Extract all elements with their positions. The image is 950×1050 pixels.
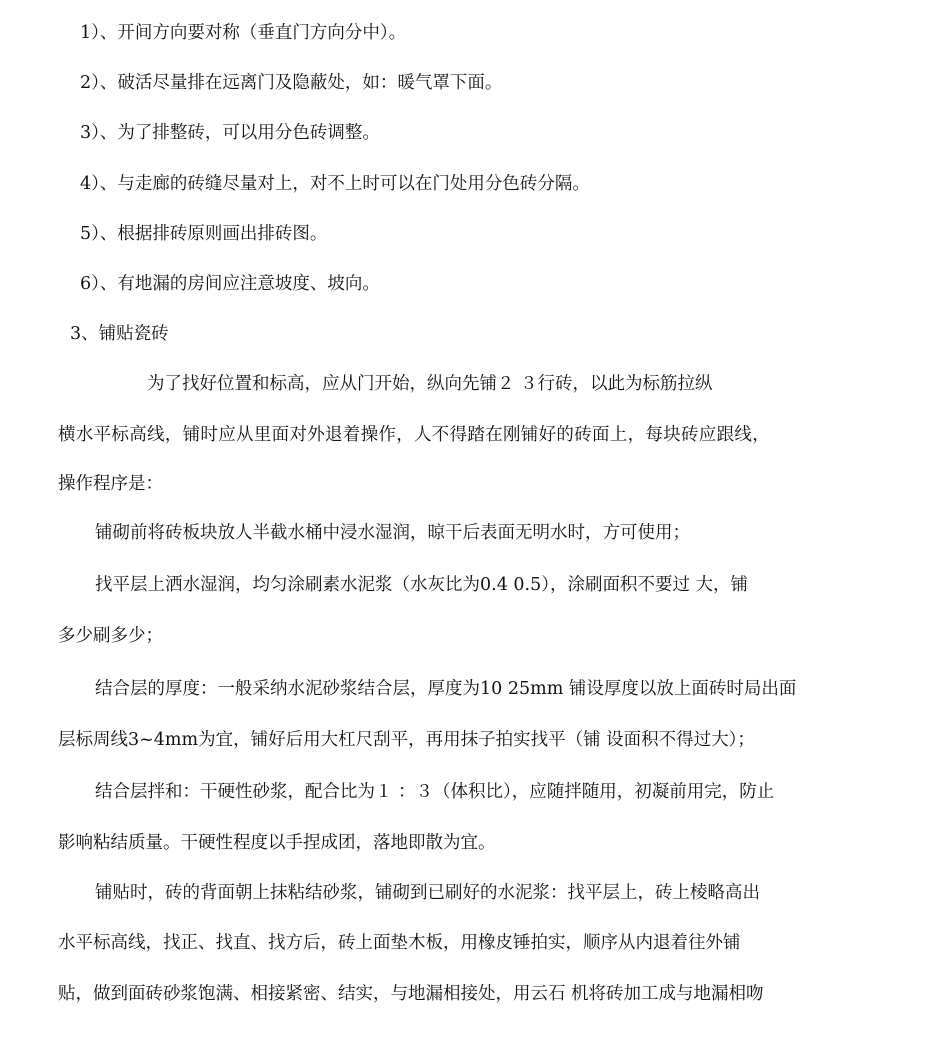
- paragraph-line: 多少刷多少；: [58, 626, 163, 646]
- paragraph-line: 找平层上洒水湿润，均匀涂刷素水泥浆（水灰比为0.4 0.5），涂刷面积不要过 大，铺: [95, 575, 749, 595]
- paragraph-line: 为了找好位置和标高，应从门开始，纵向先铺２ ３行砖，以此为标筋拉纵: [147, 374, 713, 394]
- paragraph-line: 影响粘结质量。干硬性程度以手捏成团，落地即散为宜。: [58, 833, 496, 853]
- list-item-6: 6）、有地漏的房间应注意坡度、坡向。: [80, 274, 380, 294]
- list-item-4: 4）、与走廊的砖缝尽量对上，对不上时可以在门处用分色砖分隔。: [80, 174, 590, 194]
- list-item-5: 5）、根据排砖原则画出排砖图。: [80, 224, 328, 244]
- paragraph-line: 铺砌前将砖板块放人半截水桶中浸水湿润，晾干后表面无明水时，方可使用；: [95, 523, 690, 543]
- paragraph-line: 水平标高线，找正、找直、找方后，砖上面垫木板，用橡皮锤拍实，顺序从内退着往外铺: [58, 933, 741, 953]
- paragraph-line: 结合层拌和：干硬性砂浆，配合比为１ ：３（体积比），应随拌随用，初凝前用完，防止: [95, 782, 775, 802]
- paragraph-line: 横水平标高线，铺时应从里面对外退着操作，人不得踏在刚铺好的砖面上，每块砖应跟线，: [58, 425, 770, 445]
- paragraph-line: 结合层的厚度：一般采纳水泥砂浆结合层，厚度为10 25mm 铺设厚度以放上面砖时局出面: [95, 679, 797, 699]
- section-heading: 3、铺贴瓷砖: [70, 324, 169, 344]
- paragraph-line: 层标周线3~4mm为宜，铺好后用大杠尺刮平，再用抹子拍实找平（铺 设面积不得过大）；: [58, 730, 755, 750]
- paragraph-line: 铺贴时，砖的背面朝上抹粘结砂浆，铺砌到已刷好的水泥浆：找平层上，砖上棱略高出: [95, 883, 760, 903]
- paragraph-line: 操作程序是：: [58, 474, 163, 494]
- list-item-2: 2）、破活尽量排在远离门及隐蔽处，如：暖气罩下面。: [80, 73, 503, 93]
- list-item-3: 3）、为了排整砖，可以用分色砖调整。: [80, 123, 380, 143]
- list-item-1: 1）、开间方向要对称（垂直门方向分中）。: [80, 23, 407, 43]
- paragraph-line: 贴，做到面砖砂浆饱满、相接紧密、结实，与地漏相接处，用云石 机将砖加工成与地漏相吻: [58, 984, 764, 1004]
